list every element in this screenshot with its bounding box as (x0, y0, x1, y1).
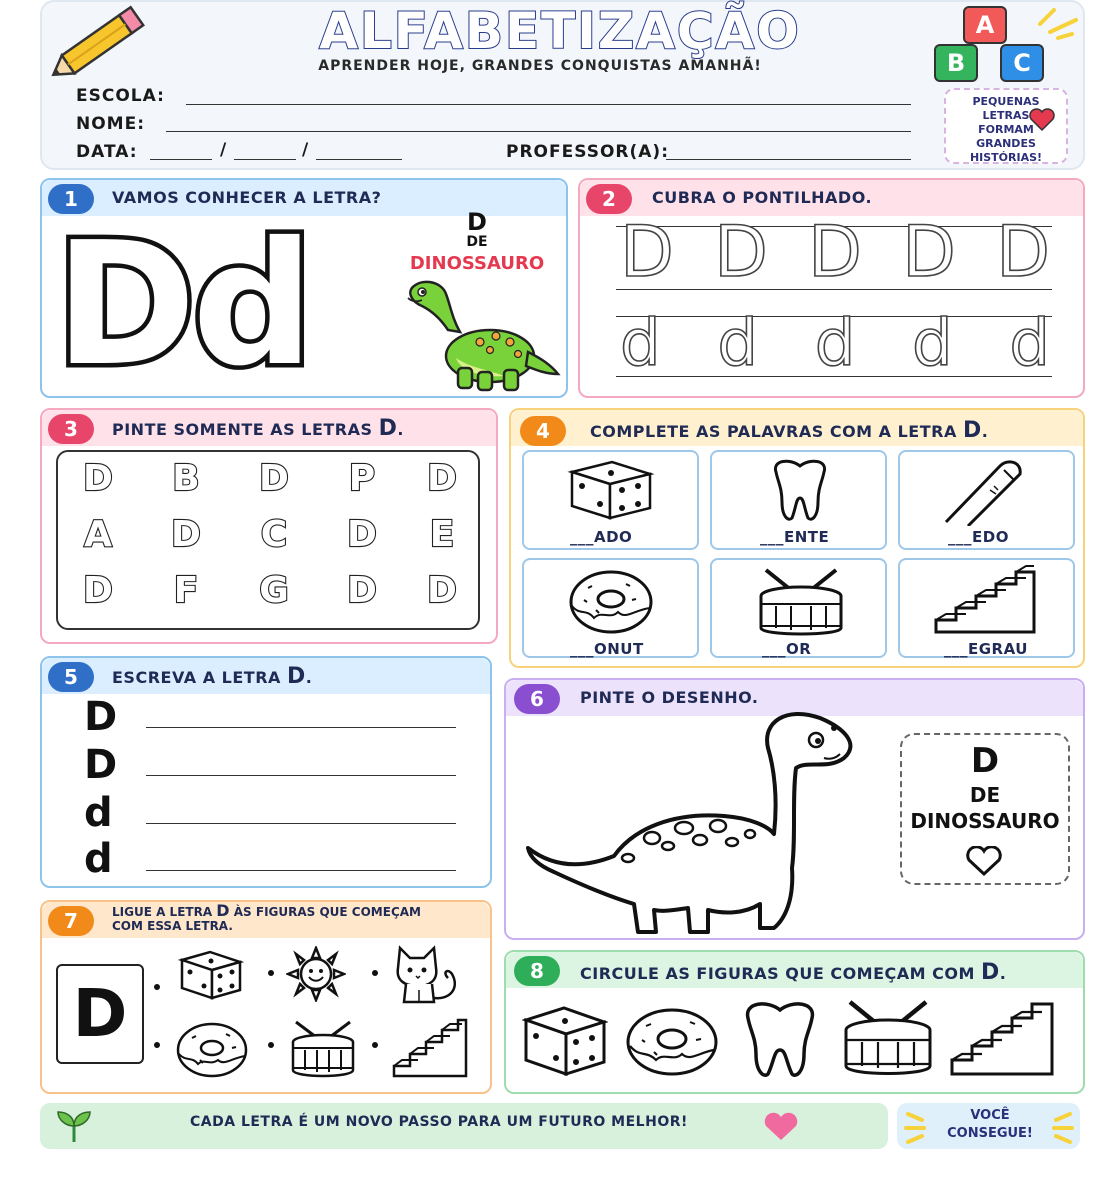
activity-title: PINTE O DESENHO. (580, 688, 759, 707)
pencil-icon (44, 4, 154, 82)
writing-line[interactable] (146, 727, 456, 728)
title-suffix: . (981, 422, 989, 441)
grid-letter[interactable]: B (172, 458, 200, 499)
sprout-icon (56, 1106, 92, 1144)
match-dot[interactable] (154, 1042, 160, 1048)
badge-text (930, 1107, 1050, 1143)
sparkle-icon (1040, 1108, 1076, 1144)
grid-letter[interactable]: D (347, 570, 377, 611)
activity-title (112, 416, 404, 441)
dice-icon (566, 456, 656, 520)
model-letter: D (84, 742, 118, 788)
activity-title: CUBRA O PONTILHADO. (652, 188, 873, 207)
grid-letter[interactable]: D (83, 458, 113, 499)
grid-letter[interactable]: F (173, 570, 199, 611)
title-text: PINTE SOMENTE AS LETRAS (112, 420, 373, 439)
name-field[interactable] (166, 131, 911, 132)
donut-icon[interactable] (624, 1004, 720, 1078)
badge-line: CONSEGUE! (947, 1126, 1033, 1141)
grid-letter[interactable]: E (429, 514, 455, 555)
school-field[interactable] (186, 104, 911, 105)
grid-letter[interactable]: C (260, 514, 288, 555)
motto-line: FORMAM (978, 123, 1034, 136)
cat-icon[interactable] (390, 944, 466, 1006)
activity-title (590, 418, 988, 443)
stairs-icon[interactable] (948, 998, 1056, 1080)
motto-line: LETRAS (982, 109, 1030, 122)
title-suffix: . (999, 964, 1007, 983)
dice-icon[interactable] (522, 1002, 608, 1078)
stairs-icon[interactable] (390, 1016, 470, 1082)
trace-letter[interactable]: d (912, 307, 953, 381)
activity-number: 5 (48, 662, 94, 692)
label-de: DE (969, 783, 1001, 807)
big-letters-dd: Dd (55, 206, 310, 404)
grid-letter[interactable]: A (84, 514, 112, 555)
match-dot[interactable] (154, 984, 160, 990)
word-blank-label[interactable]: ___ADO (570, 528, 633, 546)
word-blank-label[interactable]: ___ENTE (760, 528, 830, 546)
date-day-field[interactable] (150, 159, 212, 160)
trace-letter[interactable]: D (996, 211, 1050, 293)
match-dot[interactable] (268, 970, 274, 976)
trace-letter[interactable]: D (808, 211, 862, 293)
match-dot[interactable] (268, 1042, 274, 1048)
word-blank-label[interactable]: ___EGRAU (944, 640, 1028, 658)
page-title: ALFABETIZAÇÃO (319, 2, 801, 60)
activity-number: 3 (48, 414, 94, 444)
trace-row-upper (620, 212, 1050, 292)
date-year-field[interactable] (316, 159, 402, 160)
school-label: ESCOLA: (76, 86, 165, 106)
label-de: DE (466, 234, 488, 250)
name-label: NOME: (76, 114, 146, 134)
title-letter: D (378, 416, 398, 441)
title-text: COMPLETE AS PALAVRAS COM A LETRA (590, 422, 957, 441)
activity-number: 1 (48, 184, 94, 214)
word-blank-label[interactable]: ___ONUT (570, 640, 644, 658)
page-subtitle: APRENDER HOJE, GRANDES CONQUISTAS AMANHÃ! (318, 58, 762, 74)
label-word: DINOSSAURO (910, 809, 1060, 833)
badge-line: VOCÊ (970, 1108, 1010, 1123)
grid-letter[interactable]: D (427, 458, 457, 499)
writing-line[interactable] (146, 775, 456, 776)
motto-line: PEQUENAS (972, 95, 1040, 108)
dinosaur-coloring-outline (524, 708, 864, 940)
sparkle-icon (1036, 6, 1080, 42)
match-dot[interactable] (372, 1042, 378, 1048)
stairs-icon (930, 564, 1040, 640)
donut-icon (566, 566, 656, 638)
trace-letter[interactable]: D (902, 211, 956, 293)
finger-icon (940, 456, 1040, 526)
title-text: LIGUE A LETRA (112, 905, 213, 919)
title-text: ÀS FIGURAS QUE COMEÇAM (233, 905, 421, 919)
title-text: CIRCULE AS FIGURAS QUE COMEÇAM COM (580, 964, 975, 983)
footer-message: CADA LETRA É UM NOVO PASSO PARA UM FUTURO MELHOR! (190, 1114, 688, 1130)
trace-letter[interactable]: d (620, 307, 661, 381)
title-suffix: . (305, 668, 313, 687)
tooth-icon[interactable] (740, 1000, 820, 1080)
label-letter: D (970, 741, 1000, 781)
activity-number: 2 (586, 184, 632, 214)
heart-outline-icon (964, 846, 1004, 878)
dice-icon[interactable] (178, 948, 244, 1000)
drum-icon[interactable] (288, 1018, 358, 1080)
grid-letter[interactable]: P (348, 458, 376, 499)
trace-letter[interactable]: d (717, 307, 758, 381)
activity-number: 8 (514, 956, 560, 986)
activity-title: VAMOS CONHECER A LETRA? (112, 188, 382, 207)
trace-letter[interactable]: d (814, 307, 856, 381)
dinosaur-illustration (400, 278, 562, 393)
donut-icon[interactable] (174, 1018, 250, 1080)
abc-block-c: C (1000, 44, 1044, 82)
grid-letter[interactable]: D (83, 570, 113, 611)
activity-title (580, 960, 1006, 985)
title-text: ESCREVA A LETRA (112, 668, 281, 687)
dinosaur-label (900, 740, 1070, 834)
trace-letter[interactable]: D (714, 211, 768, 293)
heart-icon (762, 1112, 800, 1142)
date-separator: / (302, 140, 310, 160)
letter-label (400, 208, 554, 274)
title-text: COM ESSA LETRA. (112, 919, 233, 933)
label-word: DINOSSAURO (409, 253, 545, 274)
teacher-field[interactable] (666, 159, 911, 160)
trace-row-lower (620, 304, 1050, 384)
date-separator: / (220, 140, 228, 160)
grid-letter[interactable]: D (347, 514, 377, 555)
grid-letter[interactable]: D (171, 514, 201, 555)
sun-icon[interactable] (286, 946, 346, 1002)
motto-line: GRANDES (976, 137, 1036, 150)
match-letter[interactable]: D (56, 964, 144, 1064)
abc-block-b: B (934, 44, 978, 82)
title-letter: D (980, 960, 1000, 985)
label-letter: D (467, 208, 487, 236)
word-blank-label[interactable]: ___EDO (948, 528, 1009, 546)
match-dot[interactable] (372, 970, 378, 976)
motto-line: HISTÓRIAS! (969, 151, 1043, 164)
drum-icon[interactable] (840, 998, 936, 1080)
writing-line[interactable] (146, 870, 456, 871)
date-label: DATA: (76, 142, 138, 162)
word-blank-label[interactable]: ___OR (762, 640, 812, 658)
writing-line[interactable] (146, 823, 456, 824)
model-letter: D (84, 694, 118, 740)
trace-letter[interactable]: D (620, 211, 674, 293)
title-letter: D (962, 418, 982, 443)
drum-icon (754, 564, 848, 640)
activity-number: 4 (520, 416, 566, 446)
grid-letter[interactable]: G (259, 570, 289, 611)
activity-title (112, 664, 312, 689)
heart-icon (1028, 108, 1056, 132)
title-letter: D (286, 664, 306, 689)
grid-letter[interactable]: D (259, 458, 289, 499)
activity-number: 6 (514, 684, 560, 714)
date-month-field[interactable] (234, 159, 296, 160)
title-suffix: . (397, 420, 404, 439)
title-letter: D (216, 901, 230, 920)
trace-letter[interactable]: d (1009, 307, 1050, 381)
model-letter: d (84, 790, 113, 836)
abc-block-a: A (963, 6, 1007, 44)
teacher-label: PROFESSOR(A): (506, 142, 669, 162)
grid-letter[interactable]: D (427, 570, 457, 611)
tooth-icon (768, 458, 832, 524)
model-letter: d (84, 836, 113, 882)
activity-title (112, 901, 421, 933)
activity-number: 7 (48, 906, 94, 936)
